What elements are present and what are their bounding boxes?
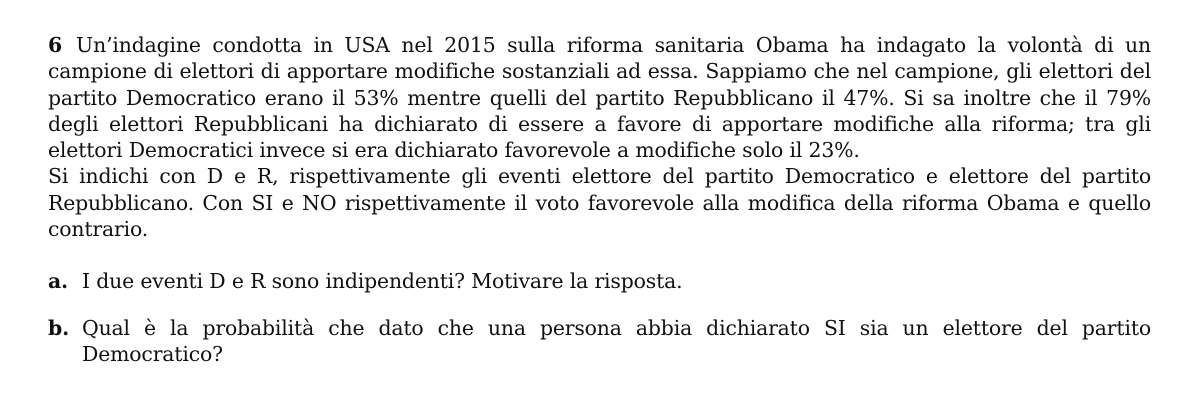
question-b-label: b. (48, 315, 70, 340)
question-a (48, 268, 1151, 294)
exercise-definitions-paragraph (48, 163, 1151, 242)
question-list (48, 268, 1151, 367)
question-b-text: Qual è la probabilità che dato che una persona abbia dichiarato SI sia un elettore del partito Democratico? (82, 315, 1151, 366)
exercise-number: 6 (48, 33, 63, 57)
question-b (48, 315, 1151, 368)
exercise-definitions-text: Si indichi con D e R, rispettivamente gli eventi elettore del partito Democratico e elettore del partito Repubblicano. Con SI e NO rispettivamente il voto favorevole alla modifica della riforma Obama e quello contrario. (48, 164, 1151, 242)
question-a-label: a. (48, 269, 69, 294)
question-a-text: I due eventi D e R sono indipendenti? Motivare la risposta. (82, 269, 683, 294)
exercise-intro-paragraph (48, 32, 1151, 163)
exercise-page (48, 32, 1151, 387)
exercise-intro-text: Un’indagine condotta in USA nel 2015 sulla riforma sanitaria Obama ha indagato la volontà di un campione di elettori di apportare modifiche sostanziali ad essa. Sappiamo che nel campione, gli elettori del partito Democratico erano il 53% mentre quelli del partito Repubblicano il 47%. Si sa inoltre che il 79% degli elettori Repubblicani ha dichiarato di essere a favore di apportare modifiche alla riforma; tra gli elettori Democratici invece si era dichiarato favorevole a modifiche solo il 23%. (48, 33, 1151, 163)
